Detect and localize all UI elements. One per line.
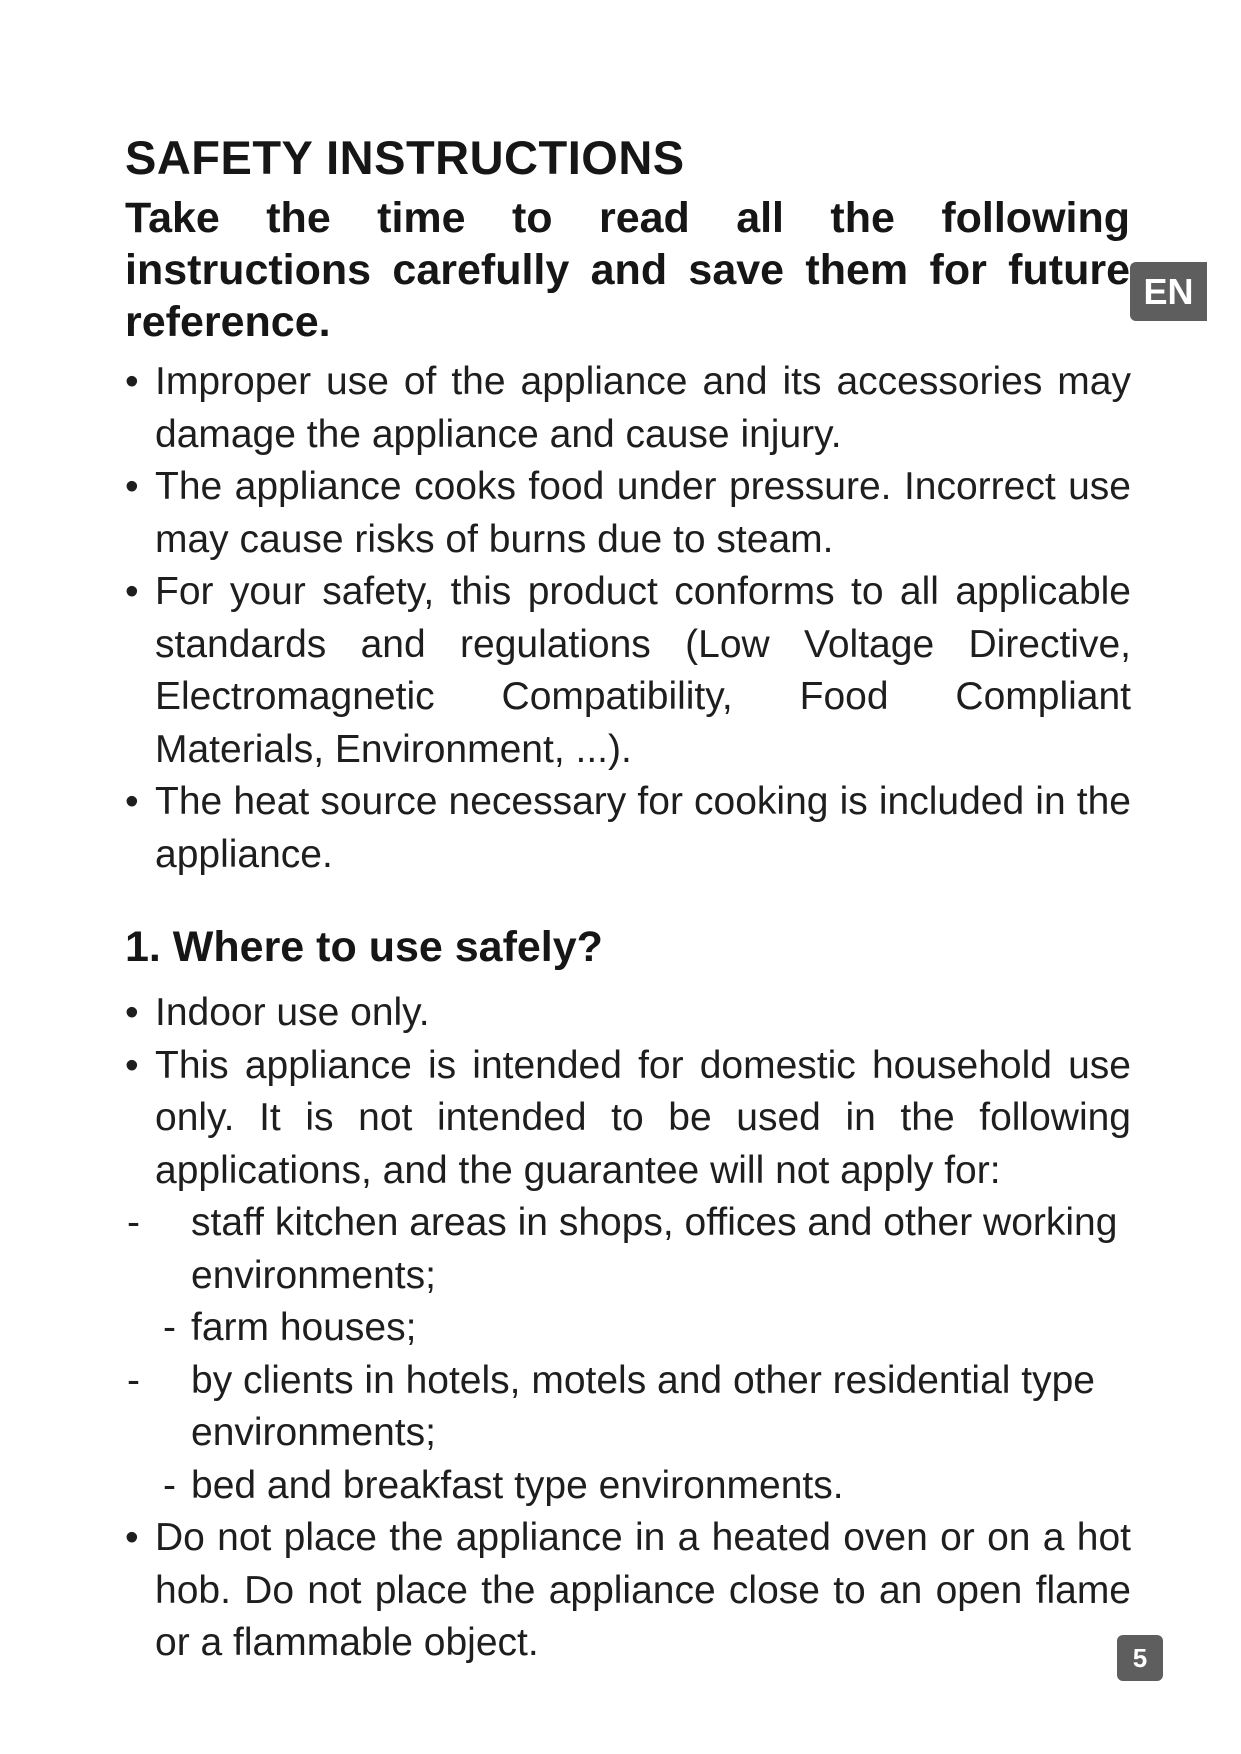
page-content (125, 128, 1130, 1670)
list-item-text: The appliance cooks food under pressure. Incorrect use may cause risks of burns due to steam. (155, 465, 1131, 561)
bullet-icon: • (125, 991, 139, 1034)
dash-icon: - (127, 1358, 140, 1402)
language-tab: EN (1130, 262, 1207, 321)
bullet-icon: • (125, 465, 139, 508)
sub-list-item-text: staff kitchen areas in shops, offices and other working environments; (191, 1201, 1118, 1297)
sub-list-item (125, 1460, 1130, 1513)
page-number: 5 (1117, 1635, 1163, 1681)
intro-text: Take the time to read all the following instructions carefully and save them for future reference. (125, 194, 1130, 346)
sub-list-item (125, 1197, 1130, 1302)
section-heading: 1. Where to use safely? (125, 923, 603, 971)
dash-icon: - (163, 1306, 176, 1349)
sub-list-item-text: bed and breakfast type environments. (191, 1463, 844, 1507)
bullet-icon: • (125, 1516, 139, 1559)
list-item-text: This appliance is intended for domestic household use only. It is not intended to be used in the following applications, and the guarantee will not apply for: (155, 1043, 1131, 1192)
list-item (125, 1040, 1131, 1198)
list-item (125, 987, 1131, 1040)
page-title: SAFETY INSTRUCTIONS (125, 131, 685, 184)
bullet-icon: • (125, 360, 139, 403)
list-item (125, 566, 1131, 776)
list-item (125, 776, 1131, 881)
list-item-text: Indoor use only. (155, 991, 430, 1034)
intro-bullet-list (125, 356, 1130, 881)
list-item-text: Improper use of the appliance and its accessories may damage the appliance and cause injury. (155, 360, 1131, 456)
list-item (125, 461, 1131, 566)
section-bullet-list-2 (125, 1512, 1130, 1670)
sub-list-item (125, 1355, 1130, 1460)
list-item (125, 356, 1131, 461)
section-bullet-list (125, 987, 1130, 1197)
list-item-text: The heat source necessary for cooking is included in the appliance. (155, 780, 1131, 876)
list-item (125, 1512, 1131, 1670)
sub-list-item (125, 1302, 1130, 1355)
list-item-text: Do not place the appliance in a heated oven or on a hot hob. Do not place the appliance close to an open flame or a flammable object. (155, 1516, 1131, 1664)
list-item-text: For your safety, this product conforms to all applicable standards and regulations (Low Voltage Directive, Electromagnetic Compatibility, Food Compliant Materials, Environment, ...). (155, 570, 1131, 771)
dash-icon: - (163, 1463, 176, 1507)
dash-icon: - (127, 1201, 140, 1244)
sub-list-item-text: by clients in hotels, motels and other residential type environments; (191, 1358, 1095, 1454)
bullet-icon: • (125, 1043, 139, 1087)
sub-item-list (125, 1197, 1130, 1512)
sub-list-item-text: farm houses; (191, 1306, 417, 1349)
bullet-icon: • (125, 780, 139, 823)
bullet-icon: • (125, 570, 139, 613)
